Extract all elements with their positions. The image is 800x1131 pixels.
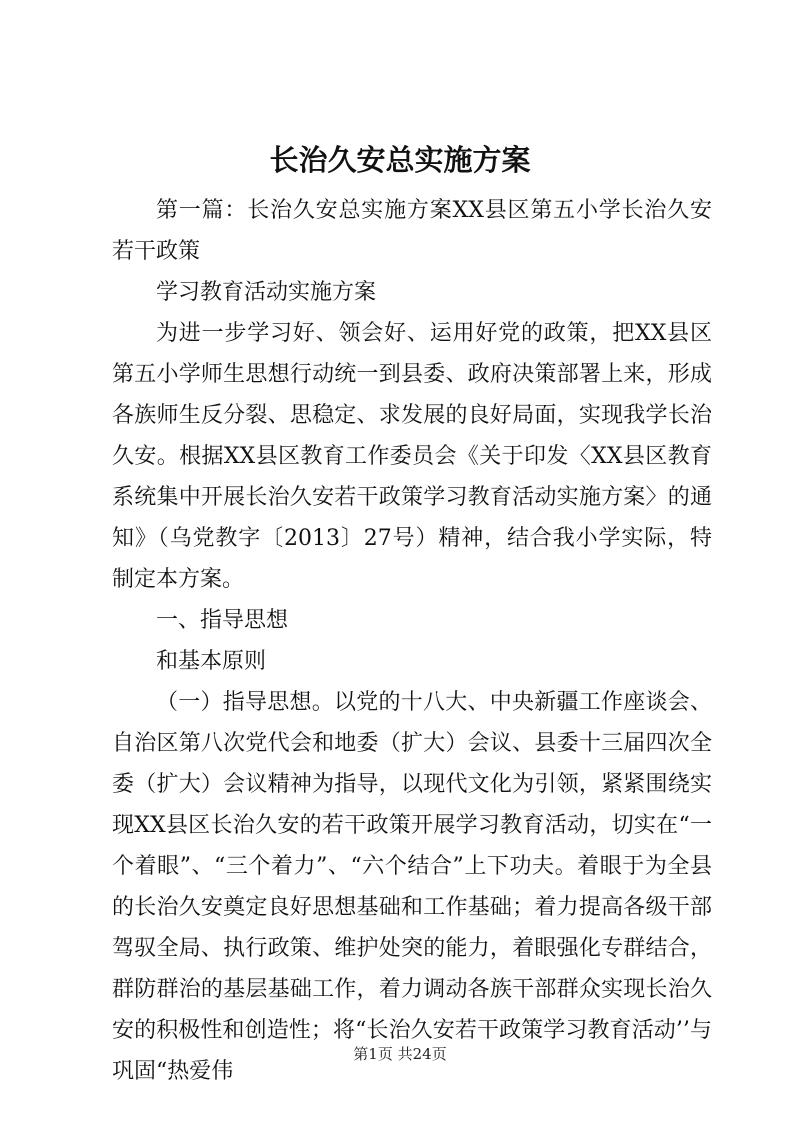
page-number-footer: 第1页 共24页 bbox=[353, 1045, 447, 1063]
document-title: 长治久安总实施方案 bbox=[269, 143, 531, 177]
paragraph-heading-part-one: 第一篇：长治久安总实施方案XX县区第五小学长治久安若干政策 bbox=[112, 198, 712, 264]
paragraph-intro: 为进一步学习好、领会好、运用好党的政策，把XX县区第五小学师生思想行动统一到县委、政府决策部署上来，形成各族师生反分裂、思稳定、求发展的良好局面，实现我学长治久安。根据XX县区教育工作委员会《关于印发〈XX县区教育系统集中开展长治久安若干政策学习教育活动实施方案〉的通知》（乌党教字〔2013〕27号）精神，结合我小学实际，特制定本方案。 bbox=[112, 321, 712, 592]
document-body bbox=[112, 190, 712, 1092]
paragraph-guiding-ideology: （一）指导思想。以党的十八大、中央新疆工作座谈会、自治区第八次党代会和地委（扩大）会议、县委十三届四次全委（扩大）会议精神为指导，以现代文化为引领，紧紧围绕实现XX县区长治久安的若干政策开展学习教育活动，切实在“一个着眼”、“三个着力”、“六个结合”上下功夫。着眼于为全县的长治久安奠定良好思想基础和工作基础；着力提高各级干部驾驭全局、执行政策、维护处突的能力，着眼强化专群结合，群防群治的基层基础工作，着力调动各族干部群众实现长治久安的积极性和创造性；将“长治久安若干政策学习教育活动’’与巩固“热爱伟 bbox=[112, 690, 712, 1084]
section-heading-guiding-ideology: 一、指导思想 bbox=[156, 608, 289, 633]
section-heading-basic-principles: 和基本原则 bbox=[156, 649, 267, 674]
paragraph-subtitle: 学习教育活动实施方案 bbox=[156, 280, 377, 305]
